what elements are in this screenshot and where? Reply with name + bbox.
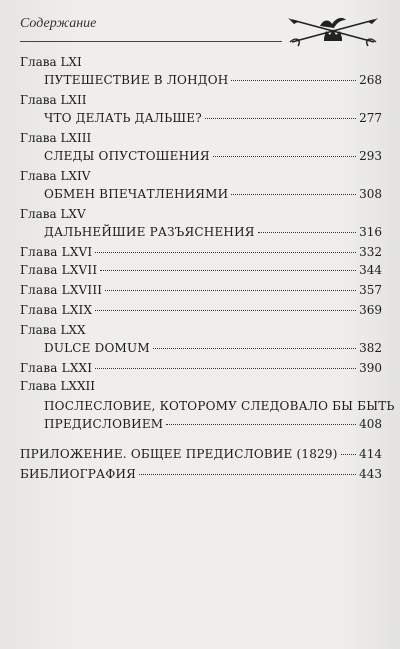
dot-leader [95,368,356,369]
dot-leader [213,156,356,157]
page-number: 268 [359,73,382,87]
toc-entry [44,224,382,240]
chapter-label-text: Глава LXIV [20,169,91,183]
toc-entry [44,186,382,202]
page-number: 344 [359,263,382,277]
toc-chapter-entry [20,282,382,298]
toc-entry [44,110,382,126]
chapter-label-text: Глава LXIII [20,131,92,145]
toc-entry-title: ОБМЕН ВПЕЧАТЛЕНИЯМИ [44,187,229,201]
toc-entry-title: ПУТЕШЕСТВИЕ В ЛОНДОН [44,73,229,87]
toc-entry [44,416,382,432]
page-number: 308 [359,187,382,201]
running-header-title: Содержание [20,16,97,31]
dot-leader [166,424,356,425]
chapter-label [20,378,382,394]
header-rule [20,41,282,42]
toc-chapter-entry [20,244,382,260]
chapter-label-text: Глава LXII [20,93,87,107]
chapter-label-text: Глава LXVII [20,263,98,277]
chapter-label-text: Глава LXXI [20,361,93,375]
toc-entry-title: СЛЕДЫ ОПУСТОШЕНИЯ [44,149,210,163]
dot-leader [231,80,356,81]
chapter-label-text: Глава LXIX [20,303,93,317]
page-number: 382 [359,341,382,355]
chapter-label [20,322,382,338]
page-number: 357 [359,283,382,297]
toc-entry-title: ДАЛЬНЕЙШИЕ РАЗЪЯСНЕНИЯ [44,225,255,239]
running-header [20,14,382,48]
chapter-label-text: Глава LXVI [20,245,93,259]
dot-leader [139,474,356,475]
dot-leader [105,290,356,291]
page-number: 277 [359,111,382,125]
toc-entry-title-line [44,398,395,414]
chapter-label [20,206,382,222]
toc-entry [44,340,382,356]
toc-entry [44,72,382,88]
toc-entry [44,148,382,164]
chapter-label-text: Глава LXI [20,55,82,69]
dot-leader [95,310,356,311]
chapter-label [20,168,382,184]
toc-entry-title: БИБЛИОГРАФИЯ [20,467,137,481]
dot-leader [205,118,356,119]
page-number: 390 [359,361,382,375]
chapter-label-text: Глава LXXII [20,379,95,393]
page-number: 369 [359,303,382,317]
chapter-label [20,54,382,70]
chapter-label-text: Глава LXV [20,207,86,221]
dot-leader [153,348,356,349]
toc-entry-title: ПРЕДИСЛОВИЕМ [44,417,164,431]
toc-entry-title: ПОСЛЕСЛОВИЕ, КОТОРОМУ СЛЕДОВАЛО БЫ БЫТЬ [44,399,395,413]
dot-leader [258,232,356,233]
toc-entry [20,446,382,462]
crossed-swords-crown-emblem-icon [284,14,382,48]
toc-entry-title: ЧТО ДЕЛАТЬ ДАЛЬШЕ? [44,111,202,125]
page-number: 408 [359,417,382,431]
dot-leader [100,270,356,271]
page-number: 443 [359,467,382,481]
toc-entry-title: ПРИЛОЖЕНИЕ. ОБЩЕЕ ПРЕДИСЛОВИЕ (1829) [20,447,338,461]
toc-chapter-entry [20,360,382,376]
toc-chapter-entry [20,262,382,278]
toc-entry-title: DULCE DOMUM [44,341,150,355]
page-number: 332 [359,245,382,259]
page-number: 414 [359,447,382,461]
chapter-label-text: Глава LXVIII [20,283,103,297]
page-number: 316 [359,225,382,239]
dot-leader [341,454,356,455]
toc-chapter-entry [20,302,382,318]
chapter-label [20,130,382,146]
chapter-label [20,92,382,108]
dot-leader [231,194,356,195]
toc-entry [20,466,382,482]
page-number: 293 [359,149,382,163]
dot-leader [95,252,356,253]
chapter-label-text: Глава LXX [20,323,86,337]
